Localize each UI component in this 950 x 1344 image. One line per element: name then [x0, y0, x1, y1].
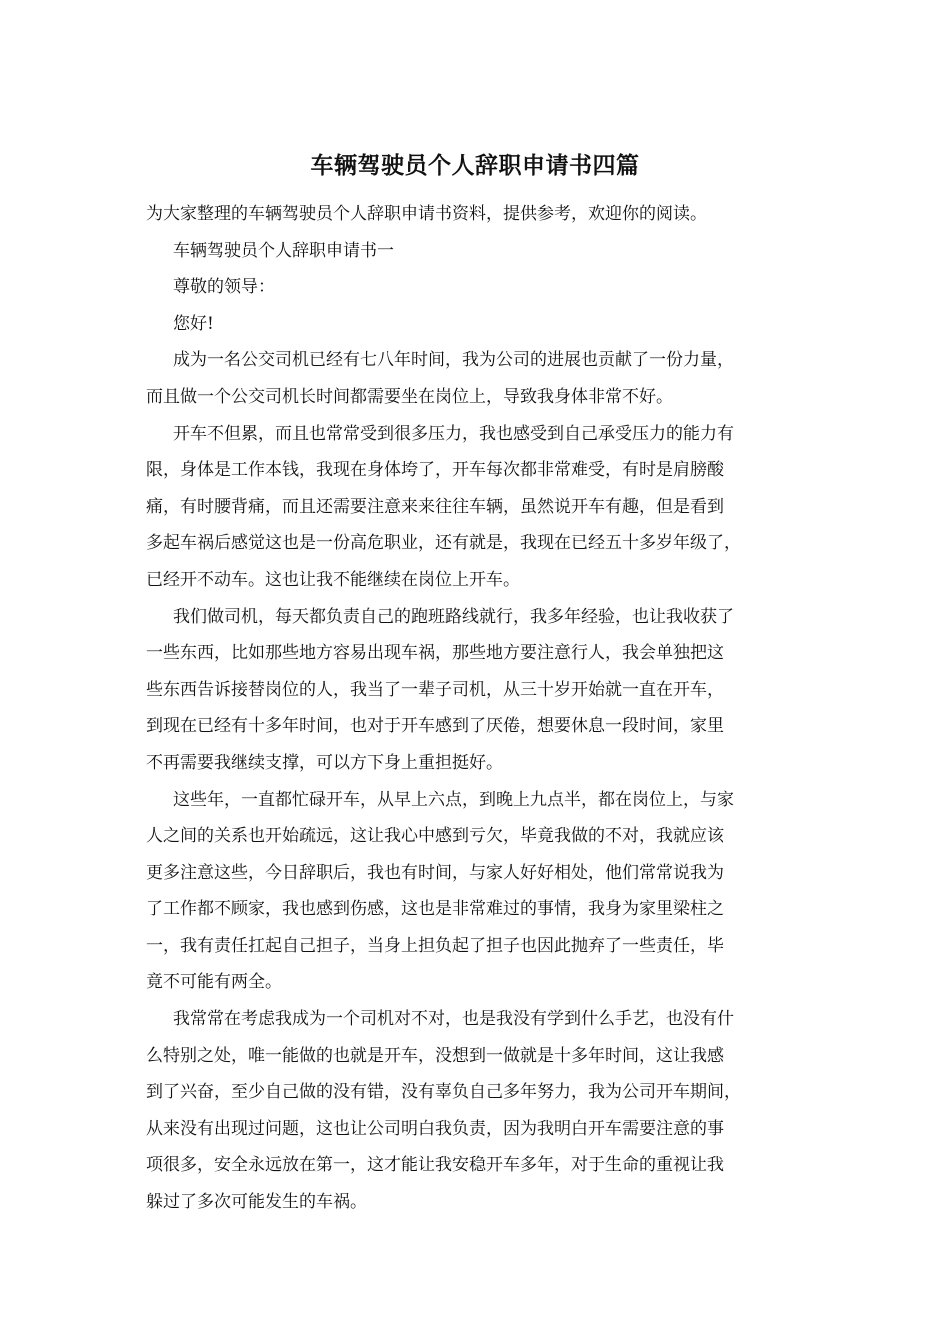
paragraph-line: 这些年，一直都忙碌开车，从早上六点，到晚上九点半，都在岗位上，与家	[173, 789, 734, 810]
paragraph-line: 一些东西，比如那些地方容易出现车祸，那些地方要注意行人，我会单独把这	[146, 643, 724, 664]
paragraph-line: 了工作都不顾家，我也感到伤感，这也是非常难过的事情，我身为家里梁柱之	[146, 899, 724, 920]
paragraph-line: 限，身体是工作本钱，我现在身体垮了，开车每次都非常难受，有时是肩膀酸	[146, 460, 724, 481]
paragraph-line: 躲过了多次可能发生的车祸。	[146, 1192, 367, 1213]
paragraph-line: 竟不可能有两全。	[146, 972, 282, 993]
greeting: 您好!	[173, 313, 214, 334]
paragraph-line: 到了兴奋，至少自己做的没有错，没有辜负自己多年努力，我为公司开车期间，	[146, 1082, 741, 1103]
paragraph-line: 一，我有责任扛起自己担子，当身上担负起了担子也因此抛弃了一些责任，毕	[146, 935, 724, 956]
section-heading: 车辆驾驶员个人辞职申请书一	[173, 240, 394, 261]
paragraph-line: 开车不但累，而且也常常受到很多压力，我也感受到自己承受压力的能力有	[173, 423, 734, 444]
paragraph-line: 些东西告诉接替岗位的人，我当了一辈子司机，从三十岁开始就一直在开车，	[146, 679, 724, 700]
paragraph-line: 而且做一个公交司机长时间都需要坐在岗位上，导致我身体非常不好。	[146, 386, 673, 407]
paragraph-line: 痛，有时腰背痛，而且还需要注意来来往往车辆，虽然说开车有趣，但是看到	[146, 496, 724, 517]
paragraph-line: 到现在已经有十多年时间，也对于开车感到了厌倦，想要休息一段时间，家里	[146, 716, 724, 737]
paragraph-line: 么特别之处，唯一能做的也就是开车，没想到一做就是十多年时间，这让我感	[146, 1045, 724, 1066]
paragraph-line: 我们做司机，每天都负责自己的跑班路线就行，我多年经验，也让我收获了	[173, 606, 734, 627]
paragraph-line: 成为一名公交司机已经有七八年时间，我为公司的进展也贡献了一份力量，	[173, 350, 734, 371]
document-title: 车辆驾驶员个人辞职申请书四篇	[310, 153, 640, 179]
paragraph-line: 不再需要我继续支撑，可以方下身上重担挺好。	[146, 752, 503, 773]
paragraph-line: 多起车祸后感觉这也是一份高危职业，还有就是，我现在已经五十多岁年级了，	[146, 533, 741, 554]
paragraph-line: 更多注意这些，今日辞职后，我也有时间，与家人好好相处，他们常常说我为	[146, 862, 724, 883]
paragraph-line: 项很多，安全永远放在第一，这才能让我安稳开车多年，对于生命的重视让我	[146, 1155, 724, 1176]
paragraph-line: 从来没有出现过问题，这也让公司明白我负责，因为我明白开车需要注意的事	[146, 1118, 724, 1139]
paragraph-line: 我常常在考虑我成为一个司机对不对，也是我没有学到什么手艺，也没有什	[173, 1009, 734, 1030]
salutation: 尊敬的领导：	[173, 277, 275, 298]
paragraph-line: 已经开不动车。这也让我不能继续在岗位上开车。	[146, 569, 520, 590]
paragraph-line: 人之间的关系也开始疏远，这让我心中感到亏欠，毕竟我做的不对，我就应该	[146, 826, 724, 847]
intro-line: 为大家整理的车辆驾驶员个人辞职申请书资料，提供参考，欢迎你的阅读。	[146, 204, 707, 224]
document-body	[146, 196, 818, 1221]
